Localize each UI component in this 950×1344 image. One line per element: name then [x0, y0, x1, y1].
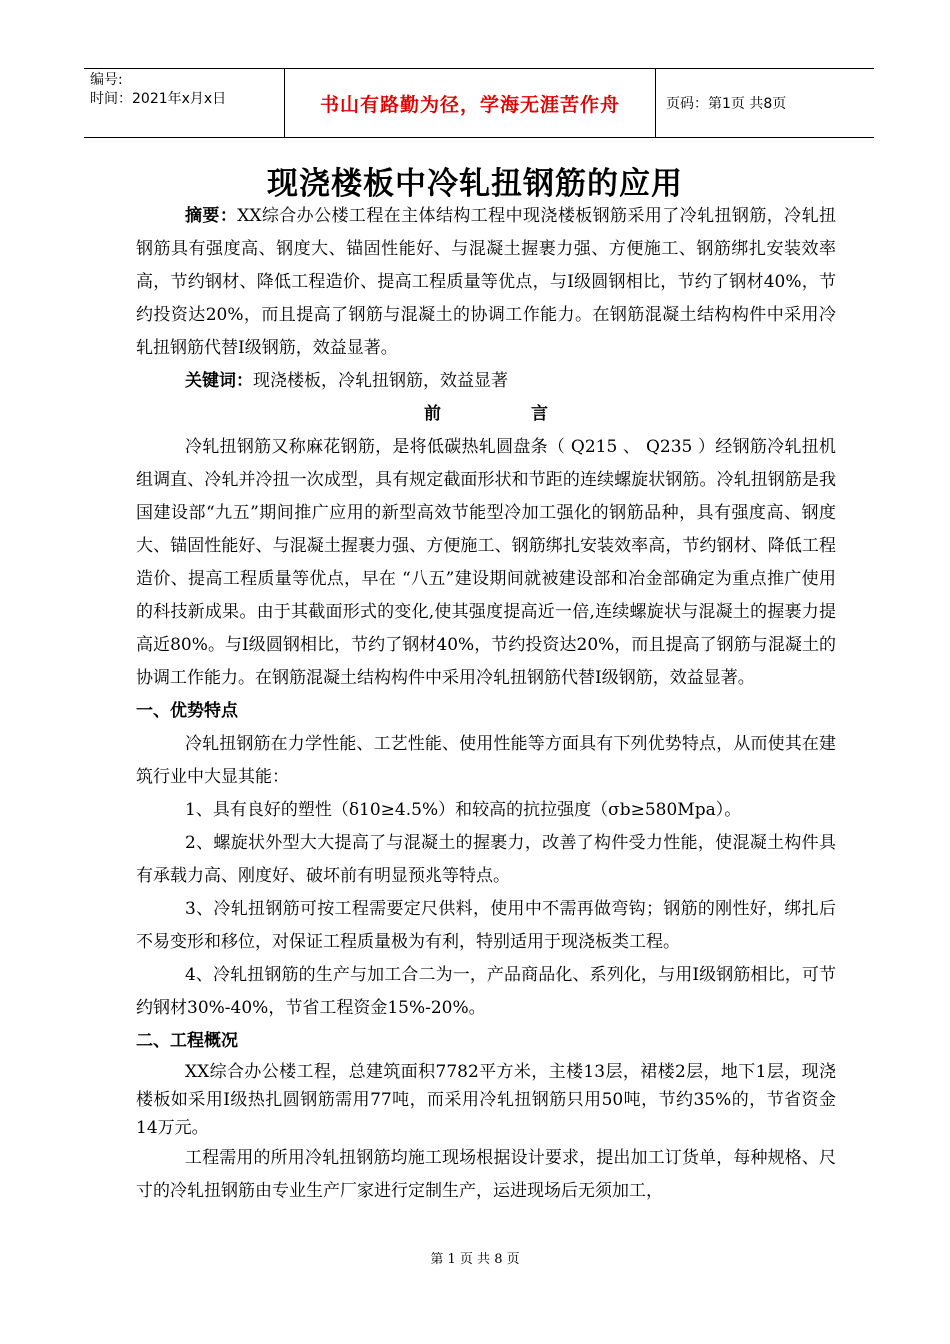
- section2-paragraph-2: 工程需用的所用冷轧扭钢筋均施工现场根据设计要求，提出加工订货单，每种规格、尺寸的冷轧扭钢筋由专业生产厂家进行定制生产，运进现场后无须加工，: [136, 1148, 836, 1201]
- number-label: 编号:: [90, 72, 123, 88]
- header-left-cell: [84, 69, 284, 137]
- section1-item: 3、冷轧扭钢筋可按工程需要定尺供料，使用中不需再做弯钩；钢筋的刚性好，绑扎后不易变形和移位，对保证工程质量极为有利，特别适用于现浇板类工程。: [136, 899, 836, 952]
- document-title: 现浇楼板中冷轧扭钢筋的应用: [267, 166, 683, 202]
- section2-paragraph-1: XX综合办公楼工程，总建筑面积7782平方米，主楼13层，裙楼2层，地下1层，现浇楼板如采用Ⅰ级热扎圆钢筋需用77吨，而采用冷轧扭钢筋只用50吨，节约35%的，节省资金14万元。: [136, 1062, 836, 1138]
- preface-paragraph: 冷轧扭钢筋又称麻花钢筋，是将低碳热轧圆盘条（ Q215 、 Q235 ）经钢筋冷轧扭机组调直、冷轧并冷扭一次成型，具有规定截面形状和节距的连续螺旋状钢筋。冷轧扭钢筋是我国建设部“九五”期间推广应用的新型高效节能型冷加工强化的钢筋品种，具有强度高、钢度大、锚固性能好、与混凝土握裹力强、方便施工、钢筋绑扎安装效率高，节约钢材、降低工程造价、提高工程质量等优点，早在 “八五”建设期间就被建设部和冶金部确定为重点推广使用的科技新成果。由于其截面形式的变化,使其强度提高近一倍,连续螺旋状与混凝土的握裹力提高近80%。与Ⅰ级圆钢相比，节约了钢材40%，节约投资达20%，而且提高了钢筋与混凝土的协调工作能力。在钢筋混凝土结构构件中采用冷轧扭钢筋代替Ⅰ级钢筋，效益显著。: [136, 437, 836, 688]
- document-body: [136, 200, 836, 1208]
- section1-item: 2、螺旋状外型大大提高了与混凝土的握裹力，改善了构件受力性能，使混凝土构件具有承载力高、刚度好、破坏前有明显预兆等特点。: [136, 833, 836, 886]
- header-page-cell: [656, 69, 874, 137]
- section2-heading: 二、工程概况: [136, 1031, 238, 1051]
- abstract-label: 摘要：: [185, 206, 238, 226]
- keywords-label: 关键词：: [185, 371, 253, 391]
- page-footer: 第 1 页 共 8 页: [430, 1252, 520, 1267]
- document-header: [84, 68, 874, 138]
- abstract-text: XX综合办公楼工程在主体结构工程中现浇楼板钢筋采用了冷轧扭钢筋，冷轧扭钢筋具有强度高、钢度大、锚固性能好、与混凝土握裹力强、方便施工、钢筋绑扎安装效率高，节约钢材、降低工程造价、提高工程质量等优点，与Ⅰ级圆钢相比，节约了钢材40%，节约投资达20%，而且提高了钢筋与混凝土的协调工作能力。在钢筋混凝土结构构件中采用冷轧扭钢筋代替Ⅰ级钢筋，效益显著。: [136, 206, 836, 358]
- header-motto-cell: [284, 69, 656, 137]
- preface-heading: [136, 398, 836, 431]
- preface-char-1: 前: [424, 404, 441, 424]
- time-label: 时间：2021年x月x日: [90, 91, 227, 107]
- section1-heading: 一、优势特点: [136, 701, 238, 721]
- abstract-paragraph: [136, 200, 836, 365]
- section1-item: 1、具有良好的塑性（δ10≥4.5%）和较高的抗拉强度（σb≥580Mpa）。: [185, 800, 742, 820]
- page-info: 页码：第1页 共8页: [666, 96, 787, 112]
- section1-item: 4、冷轧扭钢筋的生产与加工合二为一，产品商品化、系列化，与用Ⅰ级钢筋相比，可节约钢材30%-40%，节省工程资金15%-20%。: [136, 965, 836, 1018]
- section1-intro: 冷轧扭钢筋在力学性能、工艺性能、使用性能等方面具有下列优势特点，从而使其在建筑行业中大显其能：: [136, 734, 836, 787]
- keywords-text: 现浇楼板，冷轧扭钢筋，效益显著: [253, 371, 508, 391]
- keywords-paragraph: [136, 365, 836, 398]
- motto-text: 书山有路勤为径，学海无涯苦作舟: [319, 93, 620, 116]
- preface-char-2: 言: [531, 404, 548, 424]
